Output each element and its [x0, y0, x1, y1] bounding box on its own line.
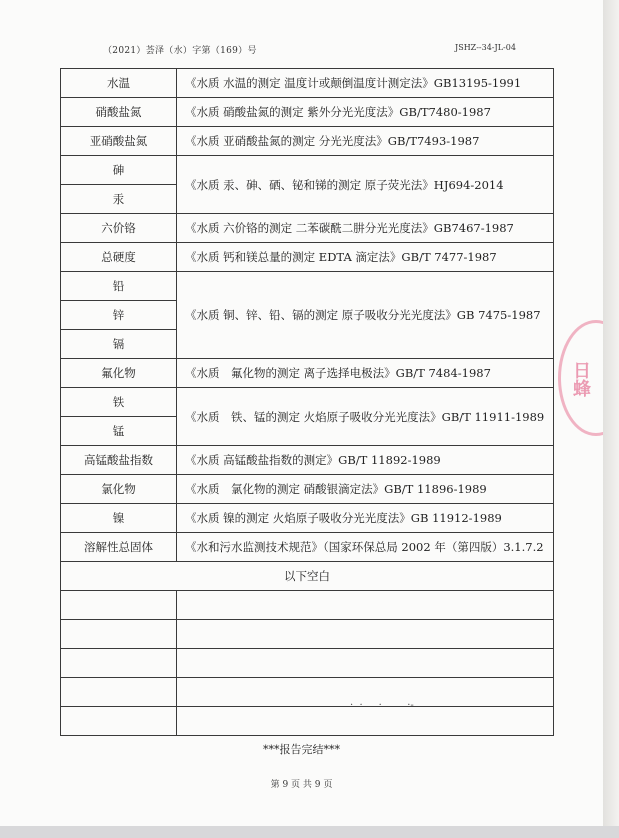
method-standard: 《水质 汞、砷、硒、铋和锑的测定 原子荧光法》HJ694-2014 [177, 156, 554, 214]
table-row [61, 359, 554, 388]
item-name: 汞 [61, 185, 177, 214]
empty-row [61, 707, 554, 736]
method-standard: 《水质 六价铬的测定 二苯碳酰二肼分光光度法》GB7467-1987 [177, 214, 554, 243]
table-row [61, 388, 554, 417]
blank-note-row [61, 562, 554, 591]
table-row [61, 69, 554, 98]
item-name: 铅 [61, 272, 177, 301]
standards-table [60, 68, 554, 736]
method-standard: 《水质 水温的测定 温度计或颠倒温度计测定法》GB13195-1991 [177, 69, 554, 98]
item-name: 锌 [61, 301, 177, 330]
method-standard: 《水质 高锰酸盐指数的测定》GB/T 11892-1989 [177, 446, 554, 475]
empty-row [61, 591, 554, 620]
table-row [61, 475, 554, 504]
empty-cell [177, 591, 554, 620]
item-name: 高锰酸盐指数 [61, 446, 177, 475]
method-standard: 《水质 硝酸盐氮的测定 紫外分光光度法》GB/T7480-1987 [177, 98, 554, 127]
table-row [61, 243, 554, 272]
seal-text: 日蜂 [570, 361, 591, 397]
item-name: 六价铬 [61, 214, 177, 243]
item-name: 砷 [61, 156, 177, 185]
report-number: （2021）荟泽（水）字第（169）号 [103, 46, 257, 56]
item-name: 溶解性总固体 [61, 533, 177, 562]
empty-cell [61, 649, 177, 678]
empty-cell [177, 649, 554, 678]
table-row [61, 156, 554, 185]
empty-row [61, 620, 554, 649]
blank-note: 以下空白 [61, 562, 554, 591]
empty-cell [177, 620, 554, 649]
table-row [61, 272, 554, 301]
method-standard: 《水质 亚硝酸盐氮的测定 分光光度法》GB/T7493-1987 [177, 127, 554, 156]
method-standard: 《水质 镍的测定 火焰原子吸收分光光度法》GB 11912-1989 [177, 504, 554, 533]
item-name: 镍 [61, 504, 177, 533]
document-code: JSHZ--34-JL-04 [455, 43, 516, 52]
item-name: 亚硝酸盐氮 [61, 127, 177, 156]
item-name: 氯化物 [61, 475, 177, 504]
table-row [61, 214, 554, 243]
item-name: 水温 [61, 69, 177, 98]
item-name: 锰 [61, 417, 177, 446]
table-row [61, 504, 554, 533]
scan-edge-bottom [0, 826, 619, 838]
method-standard: 《水质 钙和镁总量的测定 EDTA 滴定法》GB/T 7477-1987 [177, 243, 554, 272]
empty-cell [61, 591, 177, 620]
item-name: 氟化物 [61, 359, 177, 388]
table-row [61, 533, 554, 562]
scan-specks: · · · ·- [350, 700, 414, 711]
page-number: 第 9 页 共 9 页 [270, 780, 333, 790]
empty-cell [61, 620, 177, 649]
item-name: 硝酸盐氮 [61, 98, 177, 127]
method-standard: 《水质 氟化物的测定 离子选择电极法》GB/T 7484-1987 [177, 359, 554, 388]
method-standard: 《水和污水监测技术规范》（国家环保总局 2002 年（第四版）3.1.7.2 [177, 533, 554, 562]
item-name: 铁 [61, 388, 177, 417]
item-name: 镉 [61, 330, 177, 359]
empty-row [61, 649, 554, 678]
method-standard: 《水质 氯化物的测定 硝酸银滴定法》GB/T 11896-1989 [177, 475, 554, 504]
empty-row [61, 678, 554, 707]
table-row [61, 127, 554, 156]
item-name: 总硬度 [61, 243, 177, 272]
report-end-text: ***报告完结*** [263, 743, 340, 756]
empty-cell [61, 678, 177, 707]
table-row [61, 98, 554, 127]
empty-cell [61, 707, 177, 736]
scan-edge-right [603, 0, 619, 838]
table-row [61, 446, 554, 475]
method-standard: 《水质 铁、锰的测定 火焰原子吸收分光光度法》GB/T 11911-1989 [177, 388, 554, 446]
method-standard: 《水质 铜、锌、铅、镉的测定 原子吸收分光光度法》GB 7475-1987 [177, 272, 554, 359]
